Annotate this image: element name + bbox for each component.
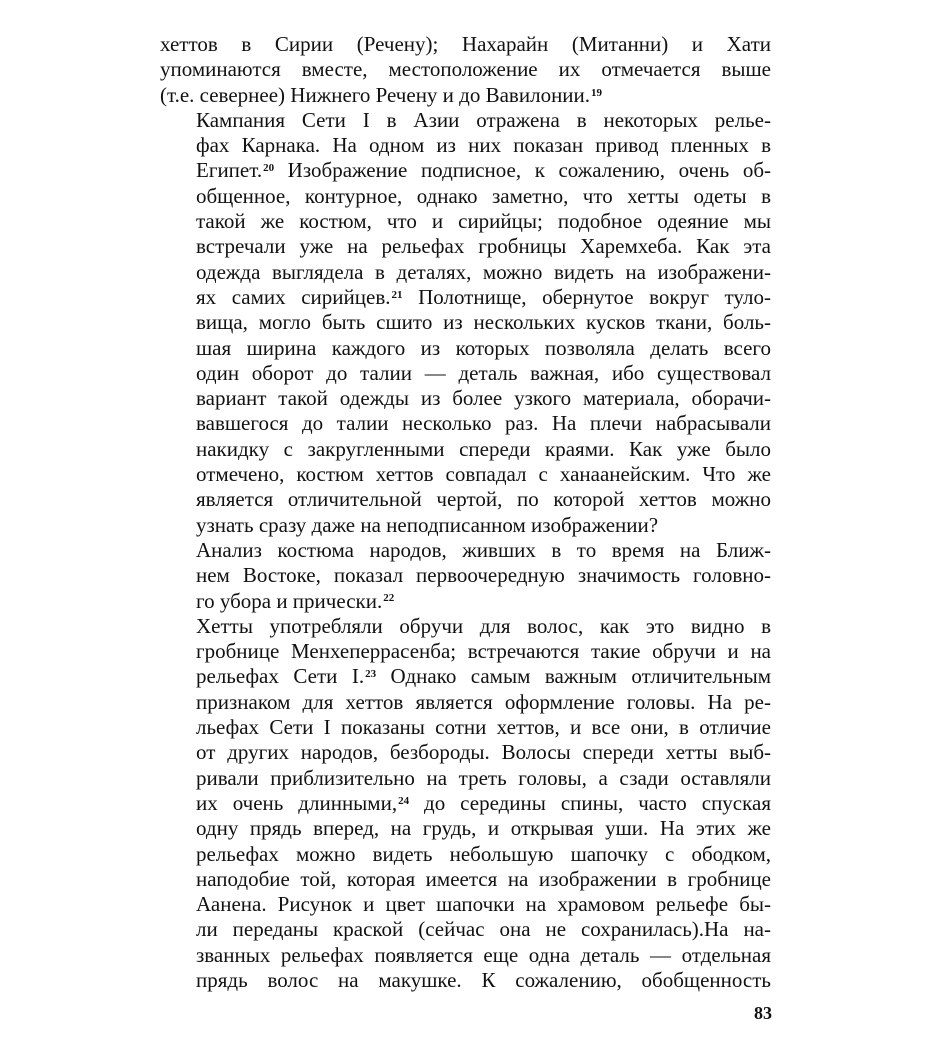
line-text: ривали приблизительно на треть головы, а сзади оставляли: [196, 765, 771, 790]
line-text: вариант такой одежды из более узкого материала, оборачи-: [196, 386, 771, 411]
text-line: [160, 816, 771, 841]
line-text: один оборот до талии — деталь важная, ибо существовал: [196, 360, 771, 385]
text-line: [160, 842, 771, 867]
paragraph: [160, 108, 771, 538]
line-text-continued: до середины спины, часто спуская: [409, 790, 771, 815]
line-text: узнать сразу даже на неподписанном изображении?: [196, 512, 659, 537]
line-text: нем Востоке, показал первоочередную значимость головно-: [196, 563, 771, 588]
line-text: упоминаются вместе, местоположение их отмечается выше: [160, 57, 771, 82]
line-text: накидку с закругленными спереди краями. Как уже было: [196, 436, 771, 461]
page-number: 83: [754, 1003, 772, 1023]
line-text: одежда выглядела в деталях, можно видеть на изображени-: [196, 259, 771, 284]
text-line: [160, 184, 771, 209]
line-text: хеттов в Сирии (Речену); Нахарайн (Митанни) и Хати: [160, 32, 771, 56]
line-text: от других народов, безбороды. Волосы спереди хетты выб-: [196, 740, 771, 765]
page-body-text: [160, 32, 771, 993]
text-line: [160, 57, 771, 82]
line-text: одну прядь вперед, на грудь, и открывая уши. На этих же: [196, 816, 771, 841]
text-line: [160, 361, 771, 386]
line-text: званных рельефах появляется еще одна деталь — отдельная: [196, 942, 771, 967]
line-text: ях самих сирийцев.: [196, 284, 391, 309]
line-text: льефах Сети I показаны сотни хеттов, и все они, в отличие: [196, 715, 771, 740]
paragraph: [160, 538, 771, 614]
text-line: [160, 664, 771, 689]
text-line: [160, 943, 771, 968]
text-line: [160, 386, 771, 411]
text-line: [160, 285, 771, 310]
line-text: Кампания Сети I в Азии отражена в некоторых релье-: [196, 107, 771, 132]
text-line: [160, 867, 771, 892]
text-line: [160, 411, 771, 436]
text-line: [160, 108, 771, 133]
line-text: Аанена. Рисунок и цвет шапочки на храмовом рельефе бы-: [196, 892, 771, 917]
text-line: [160, 614, 771, 639]
text-line: [160, 513, 771, 538]
line-text: Египет.: [196, 158, 263, 183]
line-text-continued: Изображение подписное, к сожалению, очень об-: [274, 158, 771, 183]
line-text: рельефах можно видеть небольшую шапочку с ободком,: [196, 841, 771, 866]
footnote-marker: 24: [398, 794, 410, 807]
text-line: [160, 260, 771, 285]
text-line: [160, 310, 771, 335]
line-text: общенное, контурное, однако заметно, что хетты одеты в: [196, 183, 771, 208]
line-text: их очень длинными,: [196, 790, 398, 815]
line-text: признаком для хеттов является оформление головы. На ре-: [196, 689, 771, 714]
text-line: [160, 336, 771, 361]
text-line: [160, 968, 771, 993]
text-line: [160, 32, 771, 57]
line-text-continued: Однако самым важным отличительным: [376, 664, 772, 689]
line-text: отмечено, костюм хеттов совпадал с ханаанейским. Что же: [196, 462, 771, 487]
text-line: [160, 133, 771, 158]
text-line: [160, 158, 771, 183]
text-line: [160, 917, 771, 942]
line-text: рельефах Сети I.: [196, 664, 365, 689]
text-line: [160, 639, 771, 664]
text-line: [160, 83, 771, 108]
text-line: [160, 892, 771, 917]
footnote-marker: 19: [591, 86, 603, 99]
text-line: [160, 234, 771, 259]
text-line: [160, 462, 771, 487]
text-line: [160, 563, 771, 588]
text-line: [160, 589, 771, 614]
text-line: [160, 715, 771, 740]
line-text: гробнице Менхеперрасенба; встречаются такие обручи и на: [196, 639, 771, 664]
footnote-marker: 21: [391, 288, 403, 301]
footnote-marker: 23: [365, 668, 377, 681]
line-text: является отличительной чертой, по которой хеттов можно: [196, 487, 771, 512]
line-text: шая ширина каждого из которых позволяла делать всего: [196, 335, 771, 360]
text-line: [160, 487, 771, 512]
line-text: фах Карнака. На одном из них показан привод пленных в: [196, 133, 771, 158]
line-text: встречали уже на рельефах гробницы Харемхеба. Как эта: [196, 234, 771, 259]
text-line: [160, 740, 771, 765]
footnote-marker: 22: [383, 592, 395, 605]
line-text: (т.е. севернее) Нижнего Речену и до Вавилонии.: [160, 82, 591, 107]
line-text: такой же костюм, что и сирийцы; подобное одеяние мы: [196, 209, 771, 234]
line-text: вища, могло быть сшито из нескольких кусков ткани, боль-: [196, 310, 771, 335]
text-line: [160, 538, 771, 563]
line-text: вавшегося до талии несколько раз. На плечи набрасывали: [196, 411, 771, 436]
paragraph: [160, 32, 771, 108]
text-line: [160, 437, 771, 462]
paragraph: [160, 614, 771, 993]
line-text: Анализ костюма народов, живших в то время на Ближ-: [196, 537, 771, 562]
line-text: ли переданы краской (сейчас она не сохранилась).На на-: [196, 917, 771, 942]
text-line: [160, 690, 771, 715]
text-line: [160, 791, 771, 816]
text-line: [160, 209, 771, 234]
footnote-marker: 20: [263, 162, 275, 175]
text-line: [160, 766, 771, 791]
line-text: прядь волос на макушке. К сожалению, обобщенность: [196, 967, 771, 992]
line-text: го убора и прически.: [196, 588, 383, 613]
line-text: наподобие той, которая имеется на изображении в гробнице: [196, 866, 771, 891]
line-text: Хетты употребляли обручи для волос, как это видно в: [196, 613, 771, 638]
line-text-continued: Полотнище, обернутое вокруг туло-: [402, 284, 771, 309]
